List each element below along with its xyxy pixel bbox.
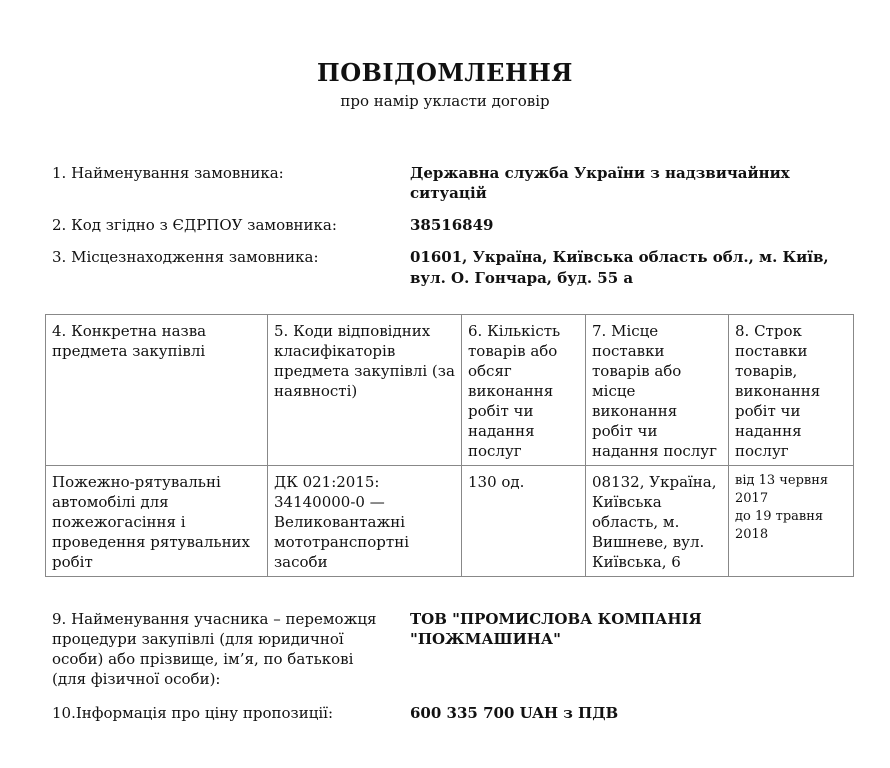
term-from: від 13 червня 2017 <box>735 473 829 506</box>
table-row <box>46 466 854 577</box>
field-label: 9. Найменування учасника – переможця процедури закупівлі (для юридичної особи) або прізвище, ім’я, по батькові (для фізичної особи): <box>52 610 377 688</box>
field-label: 3. Місцезнаходження замовника: <box>52 248 319 266</box>
header-quantity: 6. Кількість товарів або обсяг виконання робіт чи надання послуг <box>462 315 586 466</box>
header-delivery-term: 8. Строк поставки товарів, виконання робіт чи надання послуг <box>729 315 854 466</box>
header-classifier-codes: 5. Коди відповідних класифікаторів предмета закупівлі (за наявності) <box>268 315 462 466</box>
field-value: ТОВ "ПРОМИСЛОВА КОМПАНІЯ "ПОЖМАШИНА" <box>410 610 702 648</box>
cell-delivery-term <box>729 466 854 577</box>
field-value: 38516849 <box>410 216 494 234</box>
field-value: Державна служба України з надзвичайних ситуацій <box>410 164 790 202</box>
field-value: 01601, Україна, Київська область обл., м. Київ, вул. О. Гончара, буд. 55 а <box>410 248 829 287</box>
field-label: 1. Найменування замовника: <box>52 164 284 182</box>
field-label: 2. Код згідно з ЄДРПОУ замовника: <box>52 216 337 234</box>
header-item-name: 4. Конкретна назва предмета закупівлі <box>46 315 268 466</box>
document-title: ПОВІДОМЛЕННЯ <box>317 58 573 87</box>
field-label: 10.Інформація про ціну пропозиції: <box>52 704 334 722</box>
cell-classifier-codes: ДК 021:2015: 34140000-0 — Великовантажні мототранспортні засоби <box>268 466 462 577</box>
header-delivery-place: 7. Місце поставки товарів або місце виконання робіт чи надання послуг <box>586 315 729 466</box>
cell-quantity: 130 од. <box>462 466 586 577</box>
procurement-table <box>45 314 854 577</box>
document-subtitle: про намір укласти договір <box>340 92 550 110</box>
table-header-row <box>46 315 854 466</box>
cell-delivery-place: 08132, Україна, Київська область, м. Вишневе, вул. Київська, 6 <box>586 466 729 577</box>
field-value: 600 335 700 UAH з ПДВ <box>410 704 619 722</box>
term-to: до 19 травня 2018 <box>735 509 824 542</box>
cell-item-name: Пожежно-рятувальні автомобілі для пожежогасіння і проведення рятувальних робіт <box>46 466 268 577</box>
